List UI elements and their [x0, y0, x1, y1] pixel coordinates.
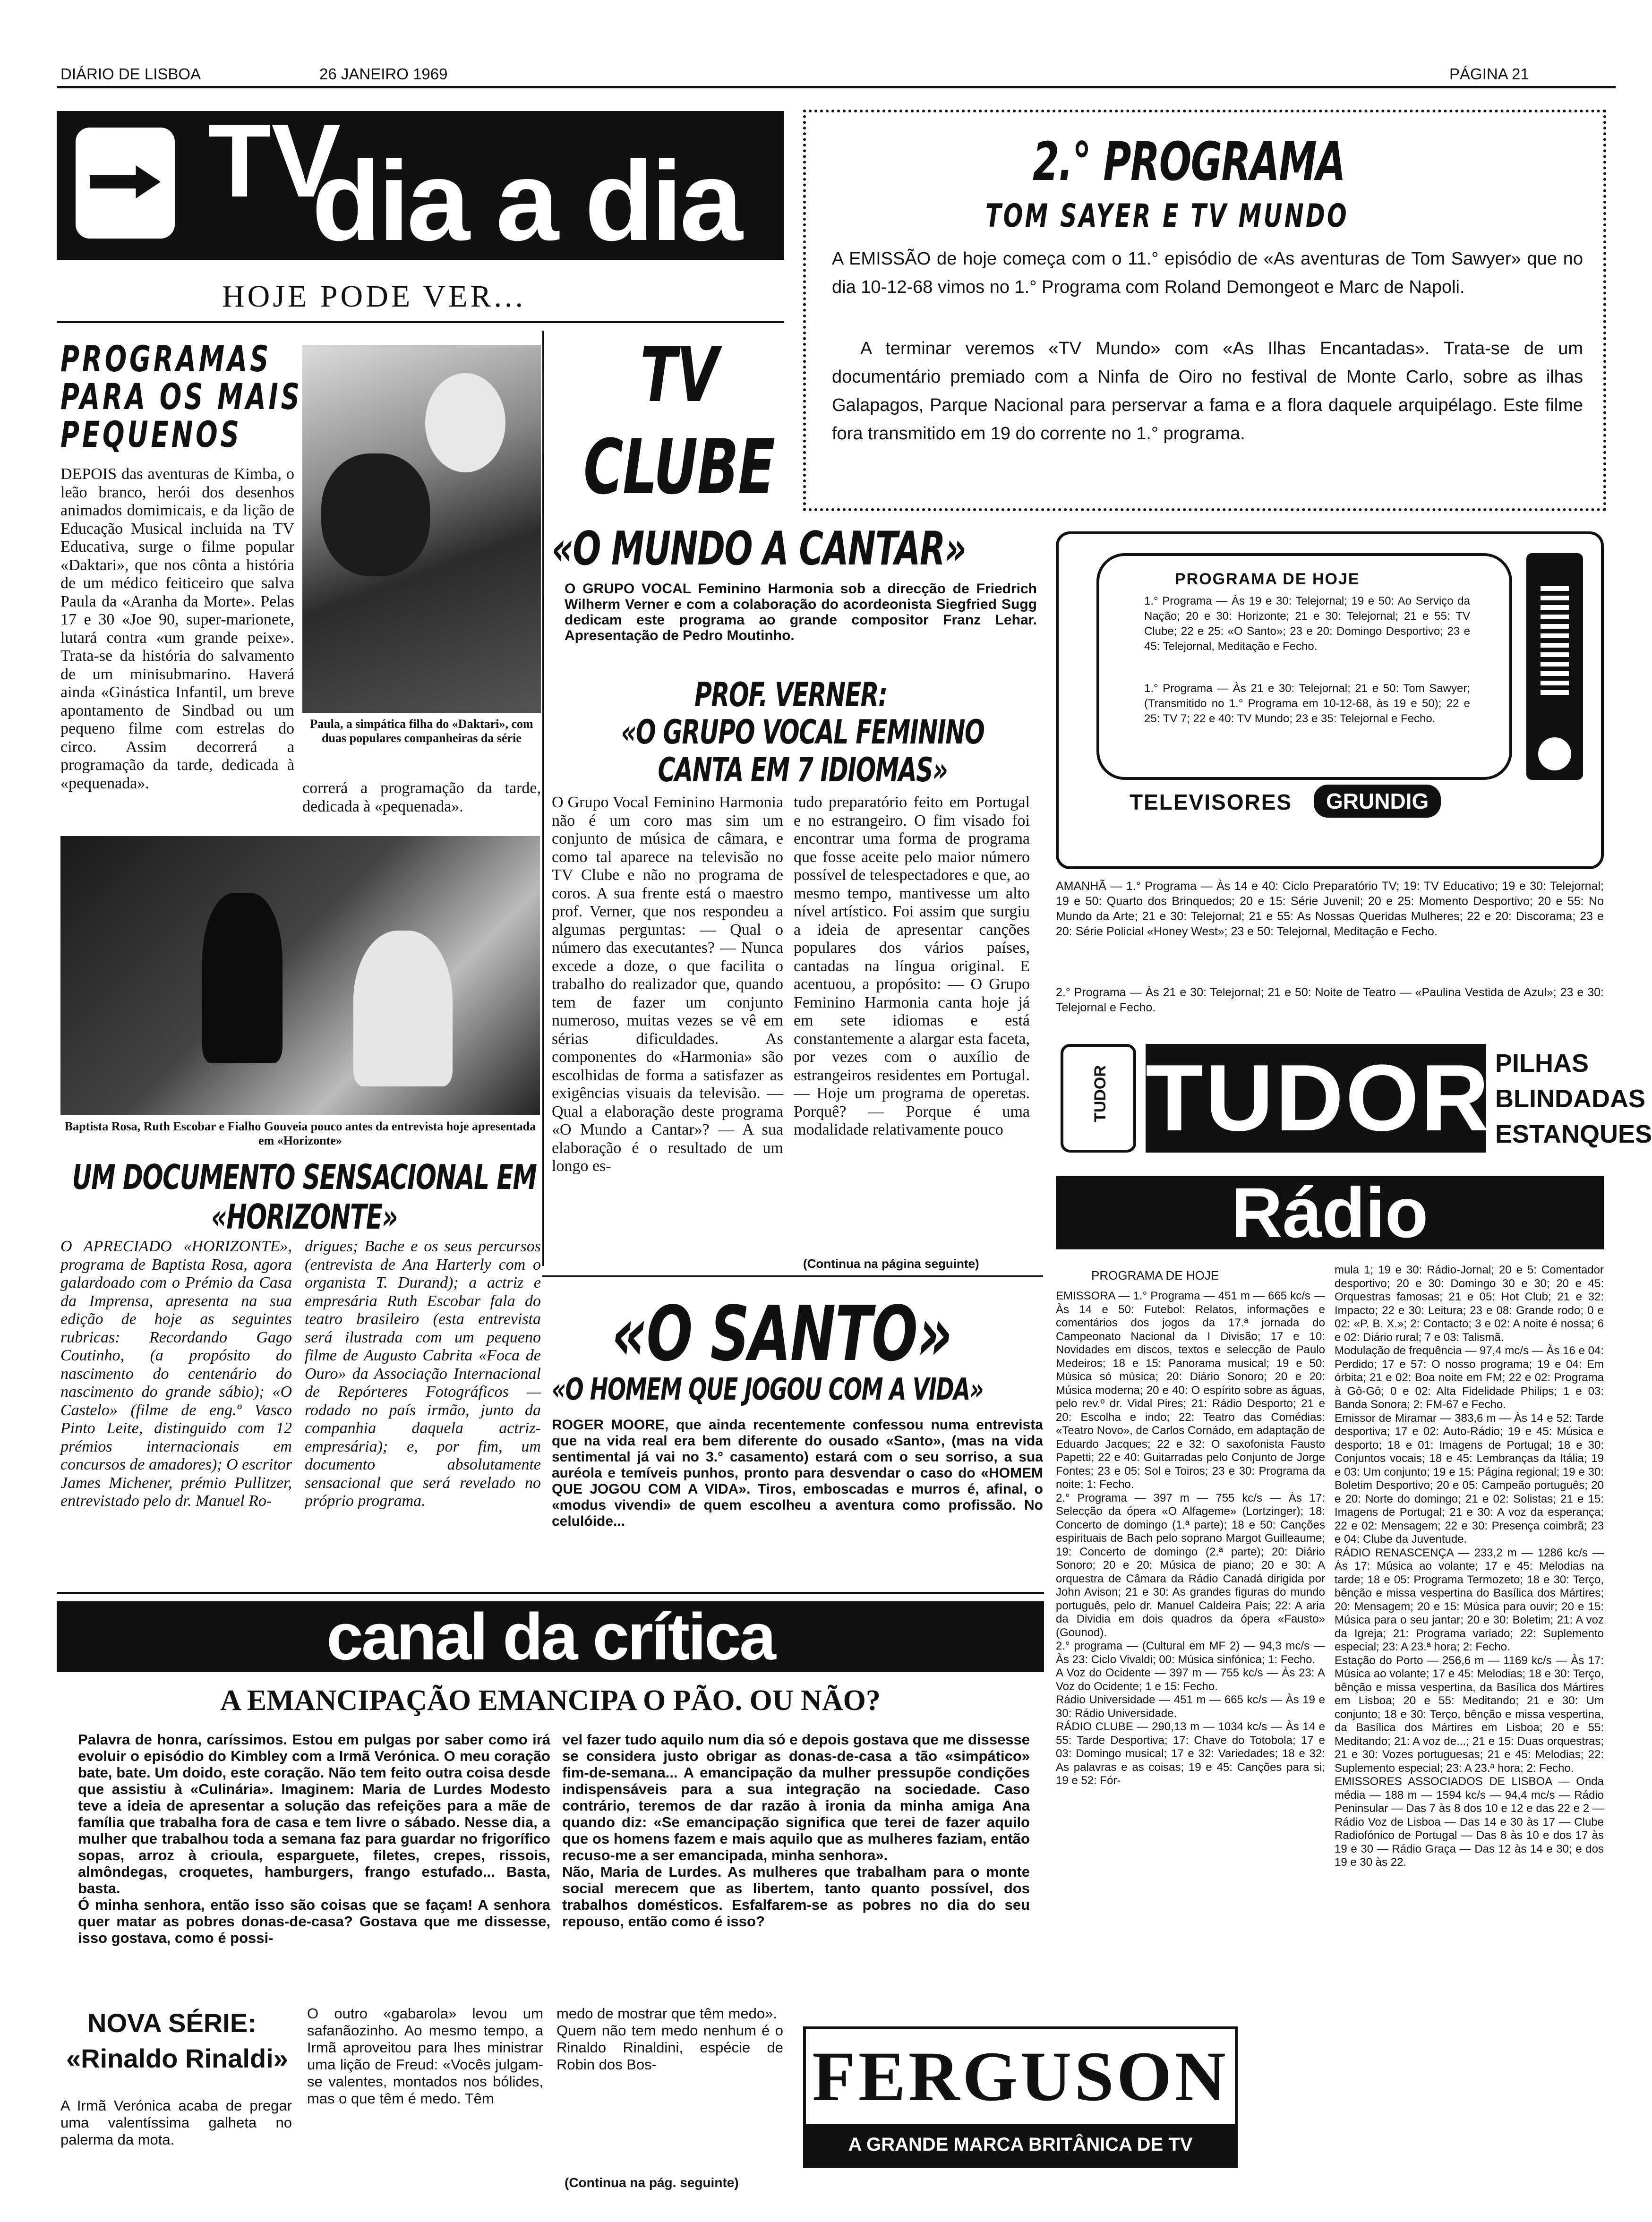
horizonte-figure-1	[202, 893, 282, 1063]
tv-logo-dia: dia a dia	[312, 137, 740, 264]
radio-col2: mula 1; 19 e 30: Rádio-Jornal; 20 e 5: Comentador desportivo; 20 e 30: Domingo 30 e 30; 20 e 45: Orquestras famosas; 21 e 05: Hot Club; 21 e 32: Impacto; 22 e 30: Leitura; 23 e 08: Grande rodo; 0 e 02: «P. B. X.»; 2: Contacto; 3 e 02: A noite é nossa; 6 e 02: Diário rural; 7 e 03: Talismã. Modulação de frequência — 97,4 mc/s — Às 16 e 04: Perdido; 17 e 57: O nosso programa; 19 e 04: Em órbita; 21 e 02: Boa noite em FM; 22 e 02: Programa à Gô-Gô; 0 e 02: Alta Fidelidade Philips; 1 e 03: Banda Sonora; 2: FM-67 e Fecho. Emissor de Miramar — 383,6 m — Às 14 e 52: Tarde desportiva; 17 e 02: Auto-Rádio; 19 e 45: Música e desporto; 18 e 01: Imagens de Portugal; 18 e 30: Conjuntos vocais; 18 e 45: Lembranças da Itália; 19 e 03: Um conjunto; 19 e 15: Página regional; 19 e 30: Boletim Desportivo; 20 e 05: Campeão português; 20 e 20: Norte do domingo; 21 e 02: Solistas; 21 e 15: Imagens de Portugal; 21 e 30: A voz da esperança; 22 e 02: Mensagem; 22 e 30: Presença coimbrã; 23 e 04: Clube da Juventude. RÁDIO RENASCENÇA — 233,2 m — 1286 kc/s — Às 17: Música ao volante; 17 e 45: Melodias na tarde; 18 e 05: Programa Termozeto; 18 e 30: Terço, bênção e missa vespertina do Basílica dos Mártires; 20: Mensagem; 20 e 15: Música para ouvir; 20 e 15: Música para o seu jantar; 20 e 30: Boletim; 21: A voz da Igreja; 21: Programa variado; 22: Suplemento especial; 23: A 23.ª hora; 2: Fecho. Estação do Porto — 256,6 m — 1169 kc/s — Às 17: Música ao volante; 17 e 45: Melodias; 18 e 30: Terço, bênção e missa vespertina, da Basílica dos Mártires em Lisboa; 20 e 55: Meditando; 21 e 30: Um conjunto; 18 e 30: Terço, bênção e missa vespertina, da Basílica dos Mártires em Lisboa; 20 e 55: Meditando; 21: A voz de...; 21 e 15: Duas orquestras; 21 e 30: Vozes portuguesas; 21 e 45: Melodias; 22: Suplemento especial; 23: A 23.ª hora; 2: Fecho. EMISSORES ASSOCIADOS DE LISBOA — Onda média — 188 m — 1594 kc/s — 94,4 mc/s — Rádio Peninsular — Das 7 às 8 dos 10 e 12 e das 22 e 2 — Rádio Voz de Lisboa — Das 14 e 30 às 17 — Clube Radiofónico de Portugal — Das 8 às 10 e dos 17 às 19 e 30 — Rádio Graça — Das 12 às 14 e 30; e dos 19 e 30 às 22.	[1335, 1264, 1604, 1869]
nova-serie-col3: medo de mostrar que têm medo». Quem não tem medo nenhum é o Rinaldo Rinaldini, espécie de Robin dos Bos-	[556, 2005, 783, 2073]
tv-clube-title-2: CLUBE	[583, 423, 775, 511]
tv-programa-heading: PROGRAMA DE HOJE	[1175, 570, 1360, 588]
radio-banner: Rádio	[1056, 1176, 1604, 1249]
ferguson-ad	[803, 2026, 1238, 2168]
hoje-pode-ver: HOJE PODE VER...	[222, 279, 526, 314]
tv-programa-p2: 1.° Programa — Às 21 e 30: Telejornal; 21 e 50: Tom Sawyer; (Transmitido no 1.° Programa em 10-12-68, às 19 e 50); 22 e 25: TV 7; 22 e 40: TV Mundo; 23 e 35: Telejornal e Fecho.	[1144, 682, 1470, 725]
tudor-tag1: PILHAS	[1495, 1049, 1589, 1077]
tv-logo-mark	[76, 128, 175, 239]
radio-col1: EMISSORA — 1.° Programa — 451 m — 665 kc/s — Às 14 e 50: Futebol: Relatos, informações e comentários dos jogos da 17.ª jornada do Campeonato Nacional da I Divisão; 17 e 10: Novidades em discos, textos e selecção de Paulo Medeiros; 18 e 15: Panorama musical; 19 e 50: Música só música; 20: Diário Sonoro; 20 e 20: Música moderna; 20 e 40: O espírito sobre as águas, pelo rev.º dr. Vidal Pires; 21: Rádio Desporto; 21 e 20: Escolha e indo; 22: Teatro das Comédias: «Teatro Novo», de Carlos Cornádo, em adaptação de Eduardo Jacques; 22 e 32: O saxofonista Fausto Papetti; 22 e 40: Guitarradas pelo Conjunto de Jorge Fontes; 23 e 05: Sol e Toiros; 23 e 30: Programa da noite; 1: Fecho. 2.° Programa — 397 m — 755 kc/s — Às 17: Selecção da ópera «O Alfageme» (Lortzinger); 18: Concerto de domingo (1.ª parte); 18 e 50: Canções espirituais de Bach pelo soprano Margot Guilleaume; 19: Concerto de domingo (2.ª parte); 20: Diário Sonoro; 20 e 20: Música de piano; 20 e 30: A orquestra de Câmara da Rádio Canadá dirigida por John Avison; 21 e 30: As grandes figuras do mundo português, pelo dr. Manuel Caldeira Pais; 22: A aria da Dividia em dois quadros da ópera «Fausto» (Gounod). 2.° programa — (Cultural em MF 2) — 94,3 mc/s — Às 23: Ciclo Vivaldi; 00: Música sinfónica; 1: Fecho. A Voz do Ocidente — 397 m — 755 kc/s — Às 23: A Voz do Ocidente; 1 e 15: Fecho. Rádio Universidade — 451 m — 665 kc/s — Às 19 e 30: Rádio Universidade. RÁDIO CLUBE — 290,13 m — 1034 kc/s — Às 14 e 55: Tarde Desportiva; 17: Chave do Totobola; 17 e 03: Domingo musical; 17 e 32: Variedades; 18 e 32: As palavras e as coisas; 19 e 45: Canções para si; 19 e 52: Fór-	[1056, 1290, 1325, 1787]
tv-logo-block	[57, 103, 784, 264]
tv-clube-headline: «O MUNDO A CANTAR»	[552, 522, 966, 576]
tv-amanha: AMANHÃ — 1.° Programa — Às 14 e 40: Ciclo Preparatório TV; 19: TV Educativo; 19 e 30: Telejornal; 19 e 50: Quarto dos Brinquedos; 20 e 15: Série Juvenil; 20 e 25: Momento Desportivo; 20 e 55: No Mundo da Arte; 21 e 30: Telejornal; 21 e 55: As Nossas Queridas Mulheres; 22 e 20: Discorama; 23 e 20: Série Policial «Honey West»; 23 e 50: Telejornal, Meditação e Fecho.	[1056, 880, 1604, 938]
horizonte-figure-2	[353, 931, 453, 1086]
header-rule	[57, 321, 784, 323]
tudor-battery	[1061, 1044, 1136, 1153]
pequenos-headline: PROGRAMAS PARA OS MAIS PEQUENOS	[60, 338, 302, 455]
tv-speaker	[1541, 581, 1569, 695]
tv-screen	[1096, 553, 1512, 780]
segundo-programa-p1: A EMISSÃO de hoje começa com o 11.° episódio de «As aventuras de Tom Sawyer» que no dia 10-12-68 vimos no 1.° Programa com Roland Demongeot e Marc de Napoli.	[832, 249, 1583, 297]
tv-clube-title-1: TV	[640, 331, 718, 419]
horizonte-photo	[60, 836, 540, 1115]
canal-top-rule	[57, 1592, 1044, 1594]
pequenos-text-end: correrá a programação da tarde, dedicada à «pequenada».	[302, 779, 541, 815]
tv-clube-col2: tudo preparatório feito em Portugal e no estrangeiro. O fim visado foi encontrar uma forma de programa que fosse aceite pelo maior número possível de telespectadores e que, ao mesmo tempo, mantivesse um alto nível artístico. Foi assim que surgiu a ideia de apresentar canções populares dos vários países, cantadas na língua original. E acentuou, a propósito: — O Grupo Feminino Harmonia canta hoje já em sete idiomas e está constantemente a alargar esta faceta, por vezes com o auxílio de estrangeiros residentes em Portugal. — Hoje um programa de operetas. Porquê? — Porque é uma modalidade relativamente pouco	[794, 794, 1030, 1138]
segundo-programa-title: 2.° PROGRAMA	[1033, 131, 1345, 193]
o-santo-sub: «O HOMEM QUE JOGOU COM A VIDA»	[552, 1372, 984, 1407]
tv-clube-col1: O Grupo Vocal Feminino Harmonia não é um coro mas sim um conjunto de música de câmara, e como tal aparece na televisão no TV Clube e não no programa de coros. A sua frente está o maestro prof. Verner, que nos respondeu a algumas perguntas: — Qual o número das executantes? — Nunca excede a doze, o que facilita o trabalho do realizador que, quando tem de fazer um conjunto numeroso, muitas vezes se vê em sérias dificuldades. As componentes do «Harmonia» são escolhidas de forma a satisfazer as exigências visuais da televisão. — Qual a elaboração deste programa «O Mundo a Cantar»? — A sua elaboração é o resultado de um longo es-	[552, 794, 783, 1175]
tv-logo-tv: TV	[208, 103, 341, 219]
tv-clube-sub1: PROF. VERNER:	[694, 675, 887, 714]
canal-col2: vel fazer tudo aquilo num dia só e depois gostava que me dissesse se considera justo obrigar as donas-de-casa a tão «simpático» fim-de-semana... A emancipação da mulher pressupõe condições indispensáveis para a sua integração na sociedade. Caso contrário, teremos de dar razão à ironia da minha amiga Ana quando diz: «Se emancipação significa que terei de fazer aquilo que os homens fazem e mais aquilo que as mulheres faziam, então recuso-me a ser emancipada, minha senhora». Não, Maria de Lurdes. As mulheres que trabalham para o monte social merecem que as libertem, tanto quanto possível, dos trabalhos domésticos. Esfalfarem-se as pobres no dia do seu repouso, então como é isso?	[562, 1731, 1030, 1930]
tv-clube-sub2: «O GRUPO VOCAL FEMININO CANTA EM 7 IDIOMAS»	[621, 713, 984, 789]
tv-brand-left: TELEVISORES	[1130, 790, 1292, 814]
canal-headline: A EMANCIPAÇÃO EMANCIPA O PÃO. OU NÃO?	[220, 1684, 881, 1717]
nova-serie-col2: O outro «gabarola» levou um safanãozinho. Ao mesmo tempo, a Irmã aproveitou para lhes ministrar uma lição de Freud: «Vocês julgam-se valentes, montados nos bólides, mas o que têm é medo. Têm	[307, 2005, 543, 2107]
tudor-battery-label: TUDOR	[1091, 1065, 1109, 1122]
horizonte-caption: Baptista Rosa, Ruth Escobar e Fialho Gouveia pouco antes da entrevista hoje apresentada em «Horizonte»	[64, 1120, 536, 1147]
segundo-programa-p2: A terminar veremos «TV Mundo» com «As Ilhas Encantadas». Trata-se de um documentário premiado com a Ninfa de Oiro no festival de Monte Carlo, sobre as ilhas Galapagos, Parque Nacional para perservar a fama e a flora daquele arquipélago. Este filme fora transmitido em 19 do corrente no 1.° programa.	[832, 339, 1583, 444]
tv-amanha2: 2.° Programa — Às 21 e 30: Telejornal; 21 e 50: Noite de Teatro — «Paulina Vestida de Azul»; 23 e 30: Telejornal e Fecho.	[1056, 986, 1604, 1014]
daktari-monkey	[321, 453, 430, 576]
arrow-icon	[90, 165, 161, 198]
tv-clube-left-rule	[542, 331, 544, 1266]
nova-serie-title: NOVA SÉRIE:	[87, 2008, 257, 2038]
tv-knob	[1538, 737, 1571, 770]
canal-banner: canal da crítica	[57, 1601, 1044, 1672]
o-santo-headline: «O SANTO»	[612, 1290, 952, 1378]
nova-serie-subtitle: «Rinaldo Rinaldi»	[66, 2043, 288, 2073]
masthead-date: 26 JANEIRO 1969	[319, 65, 448, 83]
tv-clube-bottom-rule	[542, 1275, 1043, 1277]
horizonte-col2: drigues; Bache e os seus percursos (entrevista de Ana Harterly com o organista T. Durand); a actriz e empresária Ruth Escobar fala do teatro brasileiro (esta entrevista será ilustrada com um pequeno filme de Augusto Cabrita «Foca de Ouro» da Associação Internacional de Repórteres Fotográficos — rodado no país irmão, junto da companhia daquela actriz-empresária); e, por fim, um documento absolutamente sensacional que será revelado no próprio programa.	[305, 1238, 541, 1510]
daktari-caption: Paula, a simpática filha do «Daktari», com duas populares companheiras da série	[310, 717, 533, 745]
masthead-page: PÁGINA 21	[1449, 65, 1529, 83]
canal-col1: Palavra de honra, caríssimos. Estou em pulgas por saber como irá evoluir o episódio do Kimbley com a Irmã Verónica. O meu coração bate, bate. Um doido, este coração. Não tem feito outra coisa desde que assistiu à «Culinária». Imaginem: Maria de Lurdes Modesto teve a ideia de apresentar a solução das refeições para a mãe de família que trabalha fora de casa e tem livre o sábado. Nesse dia, a mulher que trabalhou toda a semana faz para guardar no frigorífico sopas, arroz à crioula, esparguete, filetes, crepes, rissois, almôndegas, croquetes, hamburgers, frango estufado... Basta, basta. Ó minha senhora, então isso são coisas que se façam! A senhora quer matar as pobres donas-de-casa? Gostava que me dissesse, isso gostava, como é possi-	[78, 1731, 550, 1946]
ferguson-tag: A GRANDE MARCA BRITÂNICA DE TV	[806, 2124, 1235, 2165]
daktari-face	[425, 373, 505, 472]
segundo-programa-box	[803, 110, 1606, 511]
pequenos-text: DEPOIS das aventuras de Kimba, o leão branco, herói dos desenhos animados domimicais, e da lição de Educação Musical incluida na TV Educativa, surge o filme popular «Daktari», que nos cônta a história de um médico feiticeiro que salva Paula da «Aranha da Morte». Pelas 17 e 30 «Joe 90, super-marionete, lutará contra «um grande peixe». Trata-se da história do salvamento de um minisubmarino. Haverá ainda «Ginástica Infantil, um breve apontamento de Sindbad ou um pequeno filme com estrelas do circo. Assim decorrerá a programação da tarde, dedicada à «pequenada».	[60, 465, 294, 792]
tv-programa-p1: 1.° Programa — Às 19 e 30: Telejornal; 19 e 50: Ao Serviço da Nação; 20 e 30: Horizonte; 21 e 30: Telejornal; 21 e 55: TV Clube; 22 e 25: «O Santo»; 23 e 20: Domingo Desportivo; 23 e 45: Telejornal, Meditação e Fecho.	[1144, 595, 1470, 653]
tv-clube-continua: (Continua na página seguinte)	[803, 1256, 979, 1271]
nova-serie-continua: (Continua na pág. seguinte)	[565, 2175, 739, 2190]
ferguson-brand: FERGUSON	[812, 2037, 1229, 2116]
tv-set	[1056, 531, 1604, 869]
tudor-tag3: ESTANQUES	[1495, 1120, 1652, 1148]
tv-side-panel	[1526, 553, 1583, 780]
masthead-rule	[57, 86, 1616, 88]
nova-serie-col1: A Irmã Verónica acaba de pregar uma valentíssima galheta no palerma da mota.	[60, 2097, 292, 2148]
tudor-tag2: BLINDADAS	[1495, 1085, 1645, 1113]
radio-heading: PROGRAMA DE HOJE	[1091, 1268, 1219, 1282]
segundo-programa-subtitle: TOM SAYER E TV MUNDO	[985, 197, 1349, 235]
o-santo-text: ROGER MOORE, que ainda recentemente confessou numa entrevista que na vida real era bem diferente do ousado «Santo», (mas na vida sentimental já vai no 3.° casamento) estará com o seu sorriso, a sua auréola e temíveis punhos, pronto para desvendar o caso do «HOMEM QUE JOGOU COM A VIDA». Tiros, emboscadas e murros é, afinal, o «modus vivendi» de quem escolheu a aventura como profissão. No celulóide...	[552, 1417, 1043, 1529]
tv-brand-right: GRUNDIG	[1314, 785, 1441, 818]
daktari-photo	[302, 345, 541, 713]
tv-clube-lead: O GRUPO VOCAL Feminino Harmonia sob a direcção de Friedrich Wilherm Verner e com a colaboração do acordeonista Siegfried Sugg dedicam este programa ao grande compositor Franz Lehar. Apresentação de Pedro Moutinho.	[565, 581, 1037, 643]
tudor-brand: TUDOR	[1146, 1044, 1486, 1153]
horizonte-headline: UM DOCUMENTO SENSACIONAL EM «HORIZONTE»	[72, 1157, 537, 1237]
masthead-paper: DIÁRIO DE LISBOA	[60, 65, 201, 83]
tudor-ad	[1056, 1039, 1652, 1157]
horizonte-col1: O APRECIADO «HORIZONTE», programa de Baptista Rosa, agora galardoado com o Prémio da Casa da Imprensa, apresenta na sua edição de hoje as seguintes rubricas: Recordando Gago Coutinho, (a propósito do nascimento do centenário do nascimento do grande sábio); «O Castelo» (filme de eng.º Vasco Pinto Leite, distinguido com 12 prémios internacionais em concursos de amadores); O escritor James Michener, prémio Pullitzer, entrevistado pelo dr. Manuel Ro-	[60, 1238, 292, 1510]
